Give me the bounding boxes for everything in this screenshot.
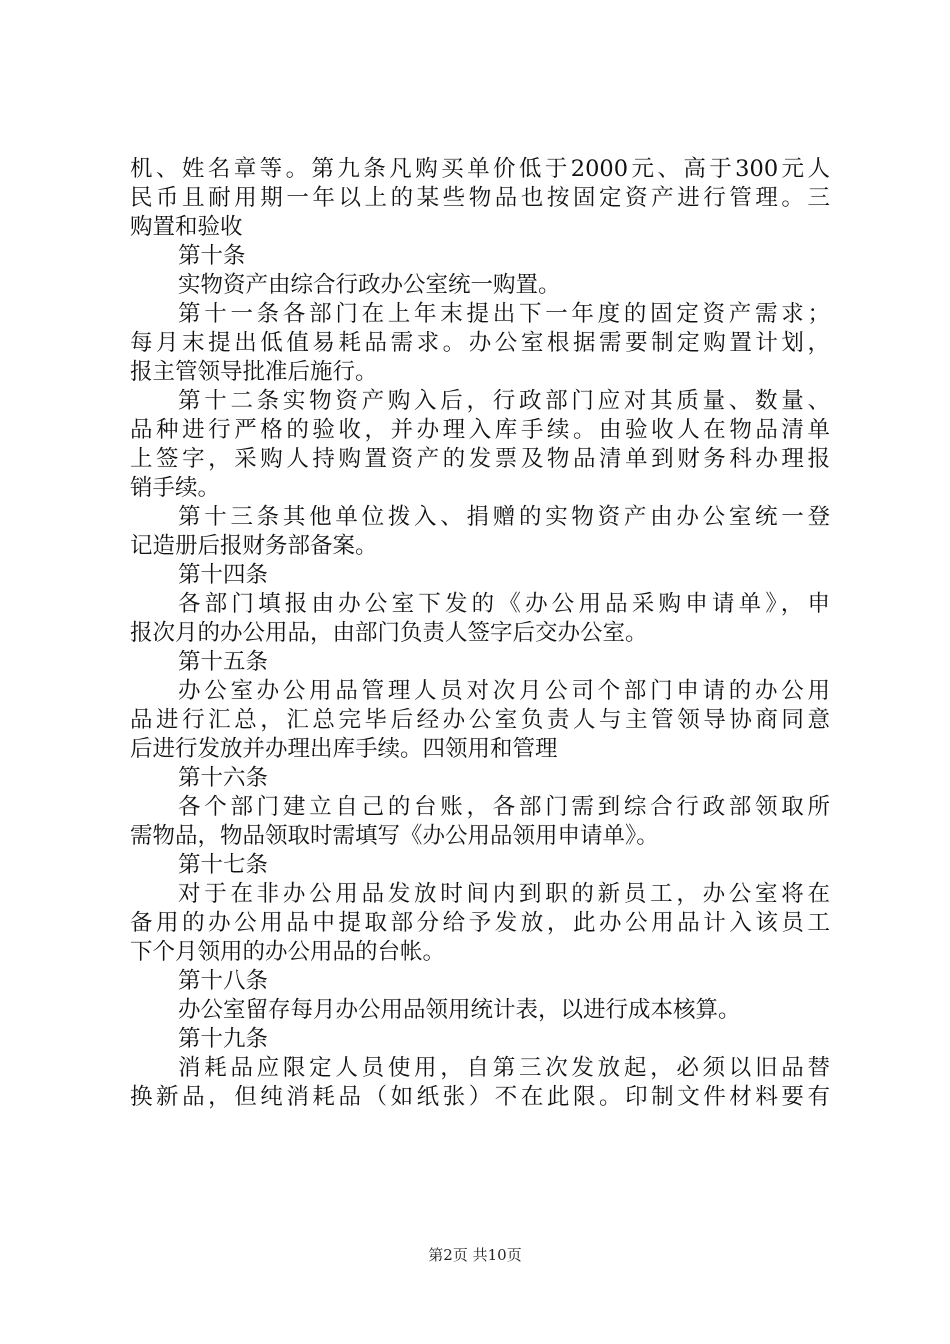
text-line: 上签字，采购人持购置资产的发票及物品清单到财务科办理报 xyxy=(130,446,830,472)
text-line: 每月末提出低值易耗品需求。办公室根据需要制定购置计划， xyxy=(130,330,830,356)
text-line: 第十二条实物资产购入后，行政部门应对其质量、数量、 xyxy=(178,388,830,414)
article-heading: 第十八条 xyxy=(178,968,269,994)
text-line: 第十一条各部门在上年末提出下一年度的固定资产需求； xyxy=(178,301,830,327)
text-line: 记造册后报财务部备案。 xyxy=(130,533,378,559)
text-line: 消耗品应限定人员使用，自第三次发放起，必须以旧品替 xyxy=(178,1055,830,1081)
text-line: 需物品，物品领取时需填写《办公用品领用申请单》。 xyxy=(130,823,659,849)
text-line: 品进行汇总，汇总完毕后经办公室负责人与主管领导协商同意 xyxy=(130,707,830,733)
text-line: 销手续。 xyxy=(130,475,221,501)
text-line: 报主管领导批准后施行。 xyxy=(130,359,378,385)
text-line: 报次月的办公用品，由部门负责人签字后交办公室。 xyxy=(130,620,648,646)
page-number-footer: 第2页 共10页 xyxy=(428,1246,522,1264)
text-line: 办公室留存每月办公用品领用统计表，以进行成本核算。 xyxy=(178,997,741,1023)
text-line: 机、姓名章等。第九条凡购买单价低于2000元、高于300元人 xyxy=(130,156,830,182)
text-line: 换新品，但纯消耗品（如纸张）不在此限。印制文件材料要有 xyxy=(130,1084,830,1110)
text-line: 对于在非办公用品发放时间内到职的新员工，办公室将在 xyxy=(178,881,830,907)
article-heading: 第十条 xyxy=(178,243,246,269)
text-line: 第十三条其他单位拨入、捐赠的实物资产由办公室统一登 xyxy=(178,504,830,530)
text-line: 各个部门建立自己的台账，各部门需到综合行政部领取所 xyxy=(178,794,830,820)
text-line: 后进行发放并办理出库手续。四领用和管理 xyxy=(130,736,558,762)
article-heading: 第十九条 xyxy=(178,1026,269,1052)
text-line: 品种进行严格的验收，并办理入库手续。由验收人在物品清单 xyxy=(130,417,830,443)
text-line: 民币且耐用期一年以上的某些物品也按固定资产进行管理。三 xyxy=(130,185,830,211)
text-line: 下个月领用的办公用品的台帐。 xyxy=(130,939,446,965)
article-heading: 第十七条 xyxy=(178,852,269,878)
article-heading: 第十六条 xyxy=(178,765,269,791)
text-line: 实物资产由综合行政办公室统一购置。 xyxy=(178,272,561,298)
article-heading: 第十五条 xyxy=(178,649,269,675)
text-line: 办公室办公用品管理人员对次月公司个部门申请的办公用 xyxy=(178,678,830,704)
article-heading: 第十四条 xyxy=(178,562,269,588)
text-line: 各部门填报由办公室下发的《办公用品采购申请单》，申 xyxy=(178,591,830,617)
text-line: 备用的办公用品中提取部分给予发放，此办公用品计入该员工 xyxy=(130,910,830,936)
document-body xyxy=(130,155,830,1112)
text-line: 购置和验收 xyxy=(130,214,243,240)
